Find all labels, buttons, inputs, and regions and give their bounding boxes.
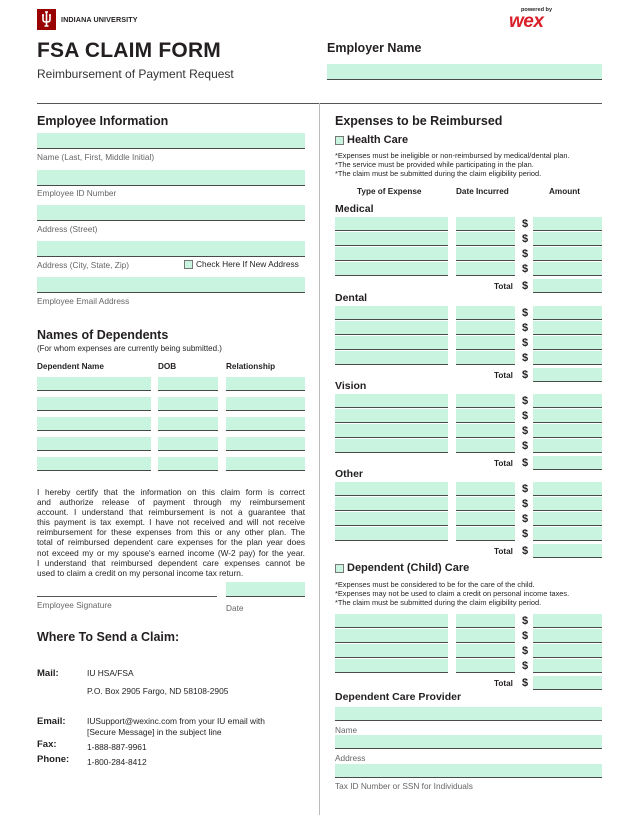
dollar-sign: $ <box>522 513 529 525</box>
certification-line: used to claim a credit on my personal income tax return. <box>37 567 244 578</box>
medical-total-field[interactable] <box>533 279 602 293</box>
medical-amount-field[interactable] <box>533 247 602 261</box>
other-heading: Other <box>335 468 364 480</box>
other-date-field[interactable] <box>456 482 515 496</box>
dependent-care-checkbox[interactable] <box>335 564 344 573</box>
vision-amount-field[interactable] <box>533 394 602 408</box>
fax-number: 1-888-887-9961 <box>87 742 147 752</box>
dependent-name-field[interactable] <box>37 397 151 411</box>
other-amount-field[interactable] <box>533 527 602 541</box>
dollar-sign: $ <box>522 630 529 642</box>
other-total-label: Total <box>494 547 513 556</box>
dollar-sign: $ <box>522 483 529 495</box>
provider-name-label: Name <box>335 725 358 735</box>
dependents-note: (For whom expenses are currently being submitted.) <box>37 344 222 353</box>
vision-date-field[interactable] <box>456 439 515 453</box>
other-type-field[interactable] <box>335 512 448 526</box>
phone-number: 1-800-284-8412 <box>87 757 147 767</box>
dependent-dob-header: DOB <box>158 362 177 371</box>
dependent-relationship-header: Relationship <box>226 362 276 371</box>
health-note: *The service must be provided while participating in the plan. <box>335 160 534 169</box>
other-date-field[interactable] <box>456 497 515 511</box>
dependent-care-total-field[interactable] <box>533 676 602 690</box>
dollar-sign: $ <box>522 615 529 627</box>
dependent-care-type-field[interactable] <box>335 614 448 628</box>
type-of-expense-header: Type of Expense <box>357 187 422 196</box>
dollar-sign: $ <box>522 498 529 510</box>
provider-tax-field[interactable] <box>335 764 602 778</box>
employee-name-field[interactable] <box>37 133 305 149</box>
dependent-care-label: Dependent (Child) Care <box>347 562 470 574</box>
certification-line: reimbursement for these expenses from this or any other plan. The <box>37 527 305 538</box>
dollar-sign: $ <box>522 528 529 540</box>
dollar-sign: $ <box>522 352 529 364</box>
wex-logo: wex <box>509 11 544 32</box>
certification-line: account. I understand that reimbursement is not a guarantee that <box>37 507 305 518</box>
vision-amount-field[interactable] <box>533 424 602 438</box>
medical-date-field[interactable] <box>456 232 515 246</box>
medical-date-field[interactable] <box>456 217 515 231</box>
dental-total-field[interactable] <box>533 368 602 382</box>
new-address-label: Check Here If New Address <box>196 259 299 269</box>
street-address-field[interactable] <box>37 205 305 221</box>
dependent-name-field[interactable] <box>37 457 151 471</box>
other-type-field[interactable] <box>335 497 448 511</box>
dental-total-label: Total <box>494 371 513 380</box>
dollar-sign: $ <box>522 677 529 689</box>
dental-type-field[interactable] <box>335 306 448 320</box>
dental-amount-field[interactable] <box>533 336 602 350</box>
street-address-label: Address (Street) <box>37 224 98 234</box>
vision-type-field[interactable] <box>335 424 448 438</box>
health-care-label: Health Care <box>347 134 409 146</box>
medical-date-field[interactable] <box>456 262 515 276</box>
dependent-dob-field[interactable] <box>158 417 218 431</box>
dollar-sign: $ <box>522 218 529 230</box>
city-address-field[interactable] <box>37 241 305 257</box>
dollar-sign: $ <box>522 322 529 334</box>
health-note: *The claim must be submitted during the claim eligibility period. <box>335 169 542 178</box>
vision-amount-field[interactable] <box>533 409 602 423</box>
vision-type-field[interactable] <box>335 439 448 453</box>
signature-line[interactable] <box>37 596 217 597</box>
medical-date-field[interactable] <box>456 247 515 261</box>
health-note: *Expenses must be ineligible or non-reimbursed by medical/dental plan. <box>335 151 570 160</box>
form-title: FSA CLAIM FORM <box>37 39 221 62</box>
dental-type-field[interactable] <box>335 321 448 335</box>
vision-date-field[interactable] <box>456 409 515 423</box>
dollar-sign: $ <box>522 369 529 381</box>
dental-amount-field[interactable] <box>533 306 602 320</box>
other-amount-field[interactable] <box>533 497 602 511</box>
email-label: Email: <box>37 716 66 727</box>
employer-name-label: Employer Name <box>327 41 422 55</box>
dependent-care-type-field[interactable] <box>335 629 448 643</box>
medical-amount-field[interactable] <box>533 217 602 231</box>
dependent-dob-field[interactable] <box>158 437 218 451</box>
dependent-care-total-label: Total <box>494 679 513 688</box>
dependent-relationship-field[interactable] <box>226 397 305 411</box>
provider-address-label: Address <box>335 753 366 763</box>
mail-line-1: IU HSA/FSA <box>87 668 134 678</box>
dental-type-field[interactable] <box>335 336 448 350</box>
other-amount-field[interactable] <box>533 482 602 496</box>
medical-heading: Medical <box>335 203 374 215</box>
dependent-dob-field[interactable] <box>158 457 218 471</box>
medical-type-field[interactable] <box>335 217 448 231</box>
dollar-sign: $ <box>522 425 529 437</box>
new-address-checkbox[interactable] <box>184 260 193 269</box>
dependent-note: *Expenses must be considered to be for the care of the child. <box>335 580 535 589</box>
medical-type-field[interactable] <box>335 247 448 261</box>
certification-line: not exceed my or my spouse's earned income (W-2 pay) for the year. <box>37 547 305 558</box>
provider-heading: Dependent Care Provider <box>335 691 462 703</box>
certification-text <box>37 487 305 578</box>
dollar-sign: $ <box>522 248 529 260</box>
dependent-note: *Expenses may not be used to claim a credit on personal income taxes. <box>335 589 570 598</box>
employee-name-label: Name (Last, First, Middle Initial) <box>37 152 155 162</box>
dependent-care-amount-field[interactable] <box>533 614 602 628</box>
employee-info-heading: Employee Information <box>37 114 169 128</box>
vision-type-field[interactable] <box>335 409 448 423</box>
dental-heading: Dental <box>335 292 368 304</box>
certification-line: I hereby certify that the information on this claim form is correct <box>37 487 305 497</box>
employee-id-field[interactable] <box>37 170 305 186</box>
dependent-care-date-field[interactable] <box>456 614 515 628</box>
dollar-sign: $ <box>522 233 529 245</box>
certification-line: I understand that reimbursed dependent care expenses cannot be <box>37 557 305 568</box>
medical-type-field[interactable] <box>335 232 448 246</box>
dependent-care-date-field[interactable] <box>456 644 515 658</box>
email-line-1: IUSupport@wexinc.com from your IU email with <box>87 716 265 726</box>
other-date-field[interactable] <box>456 512 515 526</box>
date-incurred-header: Date Incurred <box>456 187 509 196</box>
dental-amount-field[interactable] <box>533 321 602 335</box>
dental-type-field[interactable] <box>335 351 448 365</box>
dependent-relationship-field[interactable] <box>226 437 305 451</box>
expenses-heading: Expenses to be Reimbursed <box>335 114 503 128</box>
dollar-sign: $ <box>522 440 529 452</box>
dependent-relationship-field[interactable] <box>226 457 305 471</box>
dollar-sign: $ <box>522 280 529 292</box>
dollar-sign: $ <box>522 410 529 422</box>
dependent-care-amount-field[interactable] <box>533 629 602 643</box>
vision-type-field[interactable] <box>335 394 448 408</box>
vision-date-field[interactable] <box>456 394 515 408</box>
dollar-sign: $ <box>522 395 529 407</box>
dollar-sign: $ <box>522 337 529 349</box>
dental-date-field[interactable] <box>456 336 515 350</box>
dependent-care-date-field[interactable] <box>456 659 515 673</box>
signature-label: Employee Signature <box>37 600 112 610</box>
medical-type-field[interactable] <box>335 262 448 276</box>
dental-amount-field[interactable] <box>533 351 602 365</box>
amount-header: Amount <box>549 187 580 196</box>
signature-date-field[interactable] <box>226 582 305 597</box>
dependent-dob-field[interactable] <box>158 397 218 411</box>
dollar-sign: $ <box>522 263 529 275</box>
medical-total-label: Total <box>494 282 513 291</box>
dependent-name-field[interactable] <box>37 417 151 431</box>
dental-date-field[interactable] <box>456 321 515 335</box>
dental-date-field[interactable] <box>456 351 515 365</box>
other-total-field[interactable] <box>533 544 602 558</box>
other-date-field[interactable] <box>456 527 515 541</box>
medical-amount-field[interactable] <box>533 232 602 246</box>
dependents-heading: Names of Dependents <box>37 328 169 342</box>
dollar-sign: $ <box>522 307 529 319</box>
vision-total-label: Total <box>494 459 513 468</box>
dependent-relationship-field[interactable] <box>226 417 305 431</box>
certification-line: and authorize release of payment through my reimbursement <box>37 497 305 508</box>
dependent-care-type-field[interactable] <box>335 644 448 658</box>
dependent-care-amount-field[interactable] <box>533 659 602 673</box>
other-amount-field[interactable] <box>533 512 602 526</box>
provider-address-field[interactable] <box>335 735 602 749</box>
employer-name-field[interactable] <box>327 64 602 80</box>
employee-email-label: Employee Email Address <box>37 296 130 306</box>
dependent-note: *The claim must be submitted during the claim eligibility period. <box>335 598 542 607</box>
dependent-relationship-field[interactable] <box>226 377 305 391</box>
dependent-care-date-field[interactable] <box>456 629 515 643</box>
dollar-sign: $ <box>522 660 529 672</box>
other-type-field[interactable] <box>335 482 448 496</box>
vision-heading: Vision <box>335 380 367 392</box>
health-care-checkbox[interactable] <box>335 136 344 145</box>
dependent-care-amount-field[interactable] <box>533 644 602 658</box>
dental-date-field[interactable] <box>456 306 515 320</box>
employee-email-field[interactable] <box>37 277 305 293</box>
dependent-dob-field[interactable] <box>158 377 218 391</box>
vision-total-field[interactable] <box>533 456 602 470</box>
dollar-sign: $ <box>522 645 529 657</box>
column-divider <box>319 103 320 815</box>
employee-id-label: Employee ID Number <box>37 188 117 198</box>
iu-logo <box>37 9 56 30</box>
dependent-name-header: Dependent Name <box>37 362 104 371</box>
mail-line-2: P.O. Box 2905 Fargo, ND 58108-2905 <box>87 686 229 696</box>
provider-tax-label: Tax ID Number or SSN for Individuals <box>335 781 473 791</box>
mail-label: Mail: <box>37 668 59 679</box>
powered-by-text: powered by <box>521 7 553 13</box>
email-line-2: [Secure Message] in the subject line <box>87 727 222 737</box>
iu-trident-icon <box>37 9 56 30</box>
medical-amount-field[interactable] <box>533 262 602 276</box>
city-address-label: Address (City, State, Zip) <box>37 260 130 270</box>
form-subtitle: Reimbursement of Payment Request <box>37 67 234 81</box>
dollar-sign: $ <box>522 457 529 469</box>
dollar-sign: $ <box>522 545 529 557</box>
phone-label: Phone: <box>37 754 70 765</box>
certification-line: this payment is tax exempt. I have not received and will not receive <box>37 517 305 528</box>
fax-label: Fax: <box>37 739 57 750</box>
other-type-field[interactable] <box>335 527 448 541</box>
certification-line: total of reimbursed dependent care expenses for the plan year does <box>37 537 305 548</box>
signature-date-label: Date <box>226 603 244 613</box>
send-claim-heading: Where To Send a Claim: <box>37 630 180 644</box>
provider-name-field[interactable] <box>335 707 602 721</box>
vision-amount-field[interactable] <box>533 439 602 453</box>
university-name: INDIANA UNIVERSITY <box>61 15 138 24</box>
dependent-care-type-field[interactable] <box>335 659 448 673</box>
vision-date-field[interactable] <box>456 424 515 438</box>
dependent-name-field[interactable] <box>37 437 151 451</box>
dependent-name-field[interactable] <box>37 377 151 391</box>
